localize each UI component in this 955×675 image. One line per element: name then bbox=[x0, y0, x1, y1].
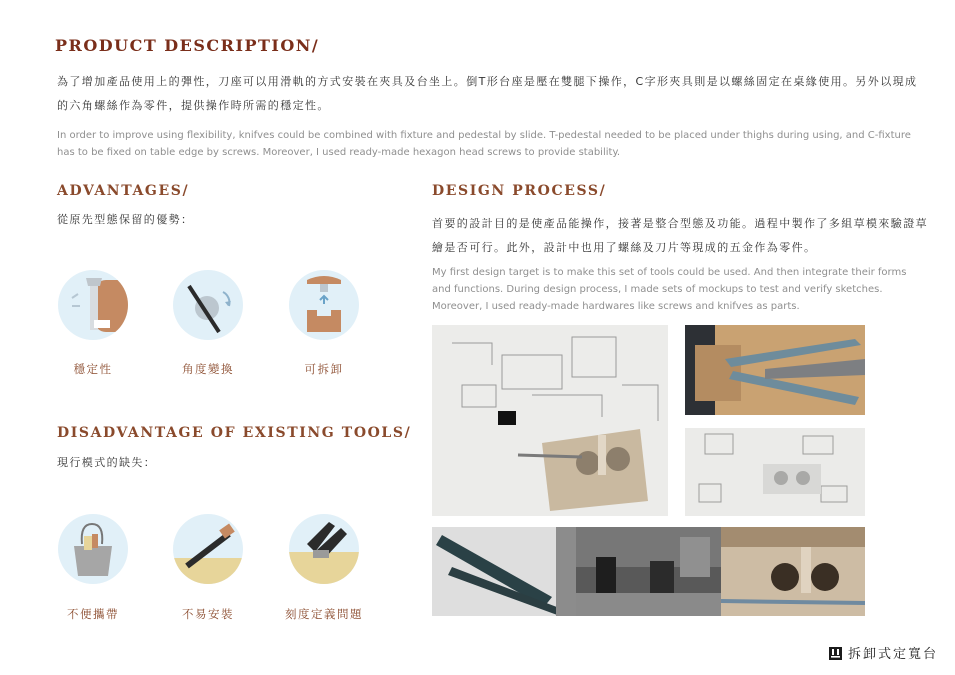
disadvantage-label-portability: 不便攜帶 bbox=[67, 607, 119, 621]
disadvantages-heading: DISADVANTAGE OF EXISTING TOOLS/ bbox=[57, 425, 412, 441]
photo-sketch-models bbox=[685, 428, 865, 516]
installation-icon bbox=[173, 514, 243, 584]
intro-en-line-2: has to be fixed on table edge by screws. Moreover, I used ready-made hexagon head screws to provide stability. bbox=[57, 147, 621, 158]
disadvantages-subtitle: 現行模式的缺失： bbox=[57, 456, 157, 469]
intro-zh-line-1: 為了增加產品使用上的彈性，刀座可以用滑軌的方式安裝在夾具及台坐上。倒T形台座是壓在雙腿下操作，C字形夾具則是以螺絲固定在桌緣使用。另外以現成 bbox=[57, 75, 918, 88]
photo-knife-fixture bbox=[685, 325, 865, 415]
angle-change-icon bbox=[173, 270, 243, 340]
advantage-label-stability: 穩定性 bbox=[73, 362, 113, 376]
design-en-line-3: Moreover, I used ready-made hardwares like screws and knifves as parts. bbox=[432, 301, 800, 312]
intro-zh-line-2: 的六角螺絲作為零件，提供操作時所需的穩定性。 bbox=[57, 99, 330, 112]
design-en-line-1: My first design target is to make this set of tools could be used. And then integrate their forms bbox=[432, 267, 907, 278]
intro-en-line-1: In order to improve using flexibility, knifves could be combined with fixture and pedestal by slide. T-pedestal needed to be placed under thighs during using, and C-fixture bbox=[57, 130, 911, 141]
advantage-label-detachable: 可拆卸 bbox=[304, 362, 344, 376]
page-title: PRODUCT DESCRIPTION/ bbox=[55, 36, 320, 55]
disadvantage-label-scale: 刻度定義問題 bbox=[285, 607, 363, 621]
design-zh-line-2: 繪是否可行。此外，設計中也用了螺絲及刀片等現成的五金作為零件。 bbox=[432, 241, 817, 254]
advantages-subtitle: 從原先型態保留的優勢： bbox=[57, 213, 194, 226]
detachable-icon bbox=[289, 270, 359, 340]
design-zh-line-1: 首要的設計目的是使產品能操作，接著是整合型態及功能。過程中製作了多組草模來驗證草 bbox=[432, 217, 928, 230]
photo-workshop bbox=[576, 527, 721, 616]
advantage-label-angle: 角度變換 bbox=[182, 362, 234, 376]
brand-logo-icon bbox=[829, 645, 842, 658]
design-process-heading: DESIGN PROCESS/ bbox=[432, 183, 607, 199]
design-en-line-2: and functions. During design process, I made sets of mockups to test and verify sketches. bbox=[432, 284, 883, 295]
photo-sketch-mockup bbox=[432, 325, 668, 516]
photo-blades bbox=[432, 527, 576, 616]
brand-name: 拆卸式定寬台 bbox=[848, 647, 939, 662]
photo-fixture-closeup bbox=[721, 527, 865, 616]
scale-definition-icon bbox=[289, 514, 359, 584]
bag-icon bbox=[58, 514, 128, 584]
disadvantage-label-installation: 不易安裝 bbox=[182, 607, 234, 621]
advantages-heading: ADVANTAGES/ bbox=[57, 183, 190, 199]
stability-icon bbox=[58, 270, 128, 340]
